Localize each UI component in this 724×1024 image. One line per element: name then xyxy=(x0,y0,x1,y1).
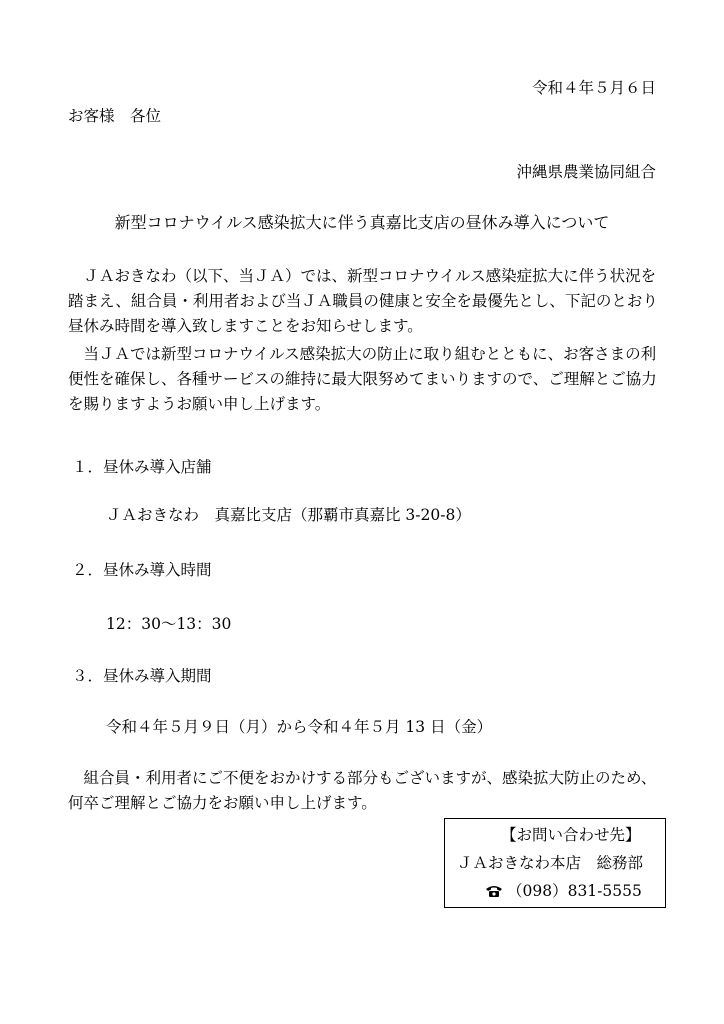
contact-organization: ＪＡおきなわ本店 総務部 xyxy=(457,854,644,872)
section-3-body: 令和４年５月９日（月）から令和４年５月 13 日（金） xyxy=(106,718,493,736)
closing-paragraph xyxy=(68,766,660,816)
intro-paragraph-1 xyxy=(68,264,660,339)
contact-phone-number: （098）831-5555 xyxy=(507,882,642,900)
closing-paragraph-text: 組合員・利用者にご不便をおかけする部分もございますが、感染拡大防止のため、何卒ご理解とご協力をお願い申し上げます。 xyxy=(68,769,657,812)
contact-phone-line xyxy=(485,879,642,901)
contact-title: 【お問い合わせ先】 xyxy=(501,826,641,844)
section-2-body: 12：30〜13：30 xyxy=(106,615,232,633)
document-date: 令和４年５月６日 xyxy=(531,79,656,97)
section-2-heading: ２．昼休み導入時間 xyxy=(72,561,212,579)
document-title: 新型コロナウイルス感染拡大に伴う真嘉比支店の昼休み導入について xyxy=(114,213,610,232)
section-1-heading: １．昼休み導入店舗 xyxy=(72,458,212,476)
intro-paragraph-2-text: 当ＪＡでは新型コロナウイルス感染拡大の防止に取り組むとともに、お客さまの利便性を確保し、各種サービスの維持に最大限努めてまいりますので、ご理解とご協力を賜りますようお願い申し上げます。 xyxy=(68,345,657,413)
intro-paragraph-2 xyxy=(68,342,660,417)
section-3-heading: ３．昼休み導入期間 xyxy=(72,667,212,685)
sender-organization: 沖縄県農業協同組合 xyxy=(516,163,656,181)
telephone-icon xyxy=(485,884,503,898)
addressee: お客様 各位 xyxy=(68,107,162,125)
section-1-body: ＪＡおきなわ 真嘉比支店（那覇市真嘉比 3-20-8） xyxy=(106,506,471,524)
contact-box xyxy=(444,818,666,908)
intro-paragraph-1-text: ＪＡおきなわ（以下、当ＪＡ）では、新型コロナウイルス感染症拡大に伴う状況を踏まえ、組合員・利用者および当ＪＡ職員の健康と安全を最優先とし、下記のとおり昼休み時間を導入致しますことをお知らせします。 xyxy=(68,267,658,335)
